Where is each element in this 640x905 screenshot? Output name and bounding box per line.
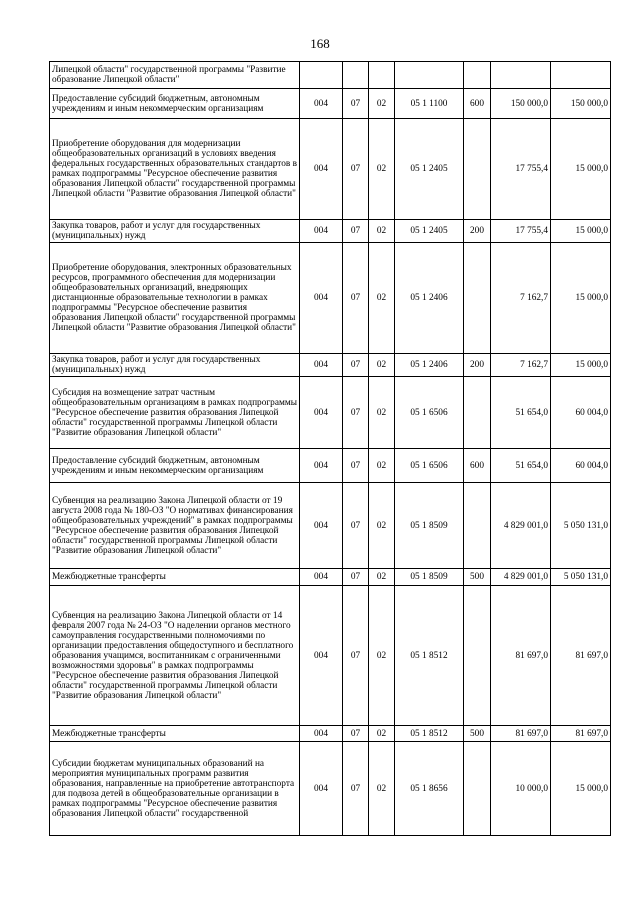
amount-year-2: 81 697,0 — [551, 726, 611, 742]
amount-year-2: 60 004,0 — [551, 377, 611, 449]
row-description: Закупка товаров, работ и услуг для государственных (муниципальных) нужд — [50, 354, 300, 377]
page-number: 168 — [310, 36, 330, 51]
budget-table — [49, 61, 611, 836]
section-code: 07 — [343, 742, 369, 836]
subsection-code — [369, 62, 395, 89]
amount-year-2: 5 050 131,0 — [551, 483, 611, 569]
row-description: Приобретение оборудования, электронных образовательных ресурсов, программного обеспечения для модернизации общеобразовательных организаций, внедряющих дистанционные образовательные технологии в рамках подпрограммы "Ресурсное обеспечение развития образования Липецкой области" государственной программы Липецкой области "Развитие образования Липецкой области" — [50, 243, 300, 354]
expense-type: 200 — [464, 354, 491, 377]
section-code: 07 — [343, 726, 369, 742]
admin-code: 004 — [300, 726, 343, 742]
target-article: 05 1 2406 — [395, 243, 464, 354]
section-code: 07 — [343, 354, 369, 377]
admin-code: 004 — [300, 377, 343, 449]
amount-year-1: 81 697,0 — [491, 726, 551, 742]
table-row — [50, 119, 611, 220]
table-row — [50, 742, 611, 836]
subsection-code: 02 — [369, 742, 395, 836]
section-code: 07 — [343, 586, 369, 726]
subsection-code: 02 — [369, 586, 395, 726]
admin-code: 004 — [300, 569, 343, 586]
amount-year-2: 5 050 131,0 — [551, 569, 611, 586]
row-description: Закупка товаров, работ и услуг для государственных (муниципальных) нужд — [50, 220, 300, 243]
amount-year-2 — [551, 62, 611, 89]
amount-year-2: 60 004,0 — [551, 449, 611, 483]
target-article: 05 1 6506 — [395, 449, 464, 483]
expense-type — [464, 742, 491, 836]
table-row — [50, 726, 611, 742]
amount-year-2: 150 000,0 — [551, 89, 611, 119]
expense-type — [464, 377, 491, 449]
subsection-code: 02 — [369, 449, 395, 483]
admin-code: 004 — [300, 742, 343, 836]
expense-type — [464, 483, 491, 569]
table-row — [50, 243, 611, 354]
admin-code: 004 — [300, 449, 343, 483]
subsection-code: 02 — [369, 220, 395, 243]
row-description: Предоставление субсидий бюджетным, автономным учреждениям и иным некоммерческим организациям — [50, 89, 300, 119]
subsection-code: 02 — [369, 89, 395, 119]
amount-year-1: 150 000,0 — [491, 89, 551, 119]
amount-year-1: 51 654,0 — [491, 449, 551, 483]
target-article: 05 1 8509 — [395, 569, 464, 586]
expense-type: 200 — [464, 220, 491, 243]
amount-year-1: 4 829 001,0 — [491, 569, 551, 586]
subsection-code: 02 — [369, 243, 395, 354]
row-description: Предоставление субсидий бюджетным, автономным учреждениям и иным некоммерческим организациям — [50, 449, 300, 483]
section-code: 07 — [343, 569, 369, 586]
section-code: 07 — [343, 220, 369, 243]
expense-type: 500 — [464, 726, 491, 742]
expense-type — [464, 243, 491, 354]
target-article: 05 1 8512 — [395, 586, 464, 726]
amount-year-1: 7 162,7 — [491, 354, 551, 377]
target-article: 05 1 8512 — [395, 726, 464, 742]
subsection-code: 02 — [369, 726, 395, 742]
amount-year-2: 81 697,0 — [551, 586, 611, 726]
amount-year-2: 15 000,0 — [551, 742, 611, 836]
section-code: 07 — [343, 377, 369, 449]
row-description: Липецкой области" государственной программы "Развитие образование Липецкой области" — [50, 62, 300, 89]
table-row — [50, 220, 611, 243]
amount-year-1: 7 162,7 — [491, 243, 551, 354]
admin-code: 004 — [300, 586, 343, 726]
target-article: 05 1 2405 — [395, 119, 464, 220]
section-code: 07 — [343, 119, 369, 220]
amount-year-1: 81 697,0 — [491, 586, 551, 726]
table-row — [50, 354, 611, 377]
subsection-code: 02 — [369, 119, 395, 220]
subsection-code: 02 — [369, 354, 395, 377]
subsection-code: 02 — [369, 569, 395, 586]
row-description: Субсидия на возмещение затрат частным общеобразовательным организациям в рамках подпрограммы "Ресурсное обеспечение развития образования Липецкой области" государственной программы Липецкой области "Развитие образования Липецкой области" — [50, 377, 300, 449]
amount-year-1: 51 654,0 — [491, 377, 551, 449]
admin-code: 004 — [300, 220, 343, 243]
section-code: 07 — [343, 89, 369, 119]
target-article: 05 1 1100 — [395, 89, 464, 119]
table-row — [50, 377, 611, 449]
row-description: Межбюджетные трансферты — [50, 569, 300, 586]
admin-code: 004 — [300, 483, 343, 569]
table-row — [50, 449, 611, 483]
table-row — [50, 89, 611, 119]
amount-year-1 — [491, 62, 551, 89]
amount-year-2: 15 000,0 — [551, 119, 611, 220]
amount-year-2: 15 000,0 — [551, 220, 611, 243]
target-article: 05 1 8509 — [395, 483, 464, 569]
section-code: 07 — [343, 243, 369, 354]
section-code — [343, 62, 369, 89]
target-article: 05 1 2406 — [395, 354, 464, 377]
table-row — [50, 569, 611, 586]
expense-type: 500 — [464, 569, 491, 586]
amount-year-2: 15 000,0 — [551, 243, 611, 354]
table-row — [50, 586, 611, 726]
amount-year-2: 15 000,0 — [551, 354, 611, 377]
table-row — [50, 483, 611, 569]
admin-code: 004 — [300, 243, 343, 354]
admin-code: 004 — [300, 89, 343, 119]
admin-code: 004 — [300, 354, 343, 377]
amount-year-1: 17 755,4 — [491, 119, 551, 220]
target-article: 05 1 8656 — [395, 742, 464, 836]
section-code: 07 — [343, 483, 369, 569]
target-article: 05 1 2405 — [395, 220, 464, 243]
expense-type: 600 — [464, 89, 491, 119]
table-row — [50, 62, 611, 89]
admin-code: 004 — [300, 119, 343, 220]
subsection-code: 02 — [369, 377, 395, 449]
row-description: Субвенция на реализацию Закона Липецкой области от 19 августа 2008 года № 180-ОЗ "О нормативах финансирования общеобразовательных учреждений" в рамках подпрограммы "Ресурсное обеспечение развития образования Липецкой области" государственной программы Липецкой области "Развитие образования Липецкой области" — [50, 483, 300, 569]
amount-year-1: 10 000,0 — [491, 742, 551, 836]
target-article: 05 1 6506 — [395, 377, 464, 449]
expense-type — [464, 586, 491, 726]
row-description: Субвенция на реализацию Закона Липецкой области от 14 февраля 2007 года № 24-ОЗ "О наделении органов местного самоуправления государственными полномочиями по организации предоставления общедоступного и бесплатного образования учащимся, воспитанникам с ограниченными возможностями здоровья" в рамках подпрограммы "Ресурсное обеспечение развития образования Липецкой области" государственной программы Липецкой области "Развитие образования Липецкой области" — [50, 586, 300, 726]
amount-year-1: 4 829 001,0 — [491, 483, 551, 569]
row-description: Межбюджетные трансферты — [50, 726, 300, 742]
amount-year-1: 17 755,4 — [491, 220, 551, 243]
admin-code — [300, 62, 343, 89]
expense-type: 600 — [464, 449, 491, 483]
target-article — [395, 62, 464, 89]
row-description: Субсидии бюджетам муниципальных образований на мероприятия муниципальных программ развития образования, направленные на приобретение автотранспорта для подвоза детей в общеобразовательные организации в рамках подпрограммы "Ресурсное обеспечение развития образования Липецкой области" государственной — [50, 742, 300, 836]
row-description: Приобретение оборудования для модернизации общеобразовательных организаций в условиях введения федеральных государственных образовательных стандартов в рамках подпрограммы "Ресурсное обеспечение развития образования Липецкой области" государственной программы Липецкой области "Развитие образования Липецкой области" — [50, 119, 300, 220]
expense-type — [464, 62, 491, 89]
expense-type — [464, 119, 491, 220]
section-code: 07 — [343, 449, 369, 483]
subsection-code: 02 — [369, 483, 395, 569]
